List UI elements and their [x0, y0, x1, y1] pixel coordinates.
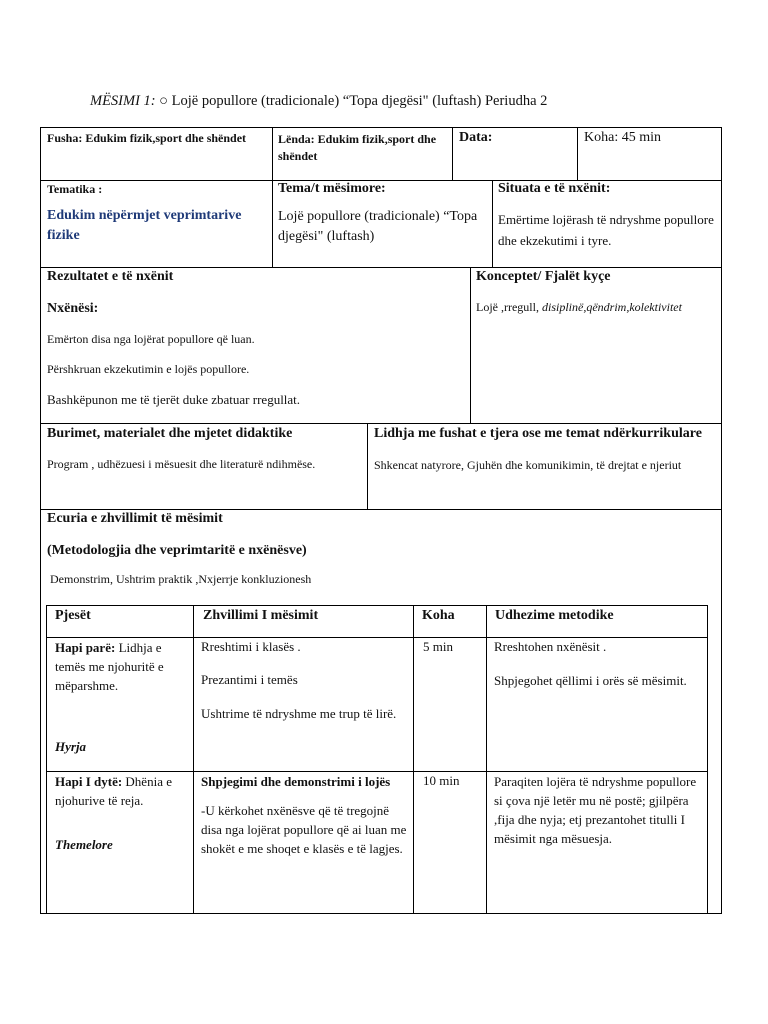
koha-value: 10 min — [423, 773, 460, 788]
faza-themelore: Themelore — [55, 837, 113, 852]
koha-cell: Koha: 45 min — [584, 130, 661, 145]
zhvillimi-cell — [201, 772, 407, 858]
udhezime-step: Rreshtohen nxënësit . — [494, 639, 607, 654]
zhvillimi-cell — [201, 638, 407, 723]
tematika-value: Edukim nëpërmjet veprimtarive fizike — [47, 208, 242, 243]
udhezime-cell — [494, 638, 699, 690]
udhezime-step: Paraqiten lojëra të ndryshme popullore si çova një letër mu në postë; gjilpëra ,fija dhe nyja; etj prezantohet titulli I mësimit nga mësuesja. — [494, 774, 697, 846]
activities-table — [46, 605, 708, 914]
hapi-pare-text: Lidhja e temës me njohuritë e mëparshme. — [55, 640, 164, 693]
faza-hyrja: Hyrja — [55, 739, 87, 754]
konceptet-label: Konceptet/ Fjalët kyçe — [476, 269, 611, 284]
konceptet-plain: Lojë ,rregull, — [476, 300, 542, 314]
rezultatet-label: Rezultatet e të nxënit — [47, 269, 174, 284]
situata-cell — [498, 179, 716, 251]
lesson-plan-table — [40, 127, 722, 914]
burimet-value: Program , udhëzuesi i mësuesit dhe literaturë ndihmëse. — [47, 457, 316, 471]
hapi-pare-cell — [55, 638, 189, 756]
rezultat-item: Emërton disa nga lojërat popullore që luan. — [47, 332, 255, 346]
metodologjia-label: (Metodologjia dhe veprimtaritë e nxënësve) — [47, 543, 307, 558]
ecuria-label: Ecuria e zhvillimit të mësimit — [47, 511, 223, 526]
hapi-dyte-cell — [55, 772, 189, 854]
udhezime-cell — [494, 772, 699, 848]
header-koha: Koha — [422, 608, 455, 623]
zhvillimi-title: Shpjegimi dhe demonstrimi i lojës — [201, 774, 391, 789]
data-cell: Data: — [459, 130, 493, 145]
burimet-cell — [47, 424, 365, 473]
konceptet-value — [476, 299, 718, 316]
lidhja-value: Shkencat natyrore, Gjuhën dhe komunikimin, të drejtat e njeriut — [374, 458, 682, 472]
konceptet-italic: disiplinë,qëndrim,kolektivitet — [541, 300, 682, 314]
header-zhvillimi: Zhvillimi I mësimit — [203, 608, 319, 623]
lesson-topic: Lojë popullore (tradicionale) “Topa djegësi" (luftash) Periudha 2 — [171, 93, 548, 109]
konceptet-cell — [476, 267, 718, 316]
hapi-dyte-text: Dhënia e njohurive të reja. — [55, 774, 172, 808]
tematika-cell — [47, 181, 267, 246]
hapi-dyte-label: Hapi I dytë: — [55, 774, 123, 789]
ecuria-cell — [47, 509, 707, 588]
lesson-title — [90, 93, 547, 110]
header-pjeset: Pjesët — [55, 608, 91, 623]
burimet-label: Burimet, materialet dhe mjetet didaktike — [47, 426, 293, 441]
situata-label: Situata e të nxënit: — [498, 181, 611, 196]
tema-label: Tema/t mësimore: — [278, 181, 386, 196]
lenda-cell: Lënda: Edukim fizik,sport dhe shëndet — [278, 132, 437, 163]
zhvillimi-step: Rreshtimi i klasës . — [201, 639, 301, 654]
koha-value: 5 min — [423, 639, 453, 654]
tematika-label: Tematika : — [47, 182, 103, 196]
rezultat-item: Përshkruan ekzekutimin e lojës popullore. — [47, 362, 250, 376]
situata-value: Emërtime lojërash të ndryshme popullore dhe ekzekutimi i tyre. — [498, 212, 714, 248]
lidhja-label: Lidhja me fushat e tjera ose me temat ndërkurrikulare — [374, 426, 702, 441]
header-udhezime: Udhezime metodike — [495, 608, 614, 623]
hapi-pare-label: Hapi parë: — [55, 640, 116, 655]
zhvillimi-step: -U kërkohet nxënësve që të tregojnë disa nga lojërat popullore që ai luan me shokët e me shoqet e klasës e të lagjes. — [201, 803, 407, 856]
udhezime-step: Shpjegohet qëllimi i orës së mësimit. — [494, 673, 687, 688]
rezultat-item: Bashkëpunon me të tjerët duke zbatuar rregullat. — [47, 392, 301, 407]
metodat-value: Demonstrim, Ushtrim praktik ,Nxjerrje konkluzionesh — [50, 572, 312, 586]
bullet-icon: ○ — [159, 93, 169, 109]
fusha-cell: Fusha: Edukim fizik,sport dhe shëndet — [47, 131, 247, 145]
tema-value: Lojë popullore (tradicionale) “Topa djegësi" (luftash) — [278, 209, 478, 244]
zhvillimi-step: Prezantimi i temës — [201, 672, 298, 687]
tema-cell — [278, 179, 488, 247]
lesson-number: MËSIMI 1: — [90, 93, 156, 109]
rezultatet-cell — [47, 267, 467, 409]
zhvillimi-step: Ushtrime të ndryshme me trup të lirë. — [201, 706, 397, 721]
lidhja-cell — [374, 424, 719, 475]
nxenesi-label: Nxënësi: — [47, 301, 99, 316]
